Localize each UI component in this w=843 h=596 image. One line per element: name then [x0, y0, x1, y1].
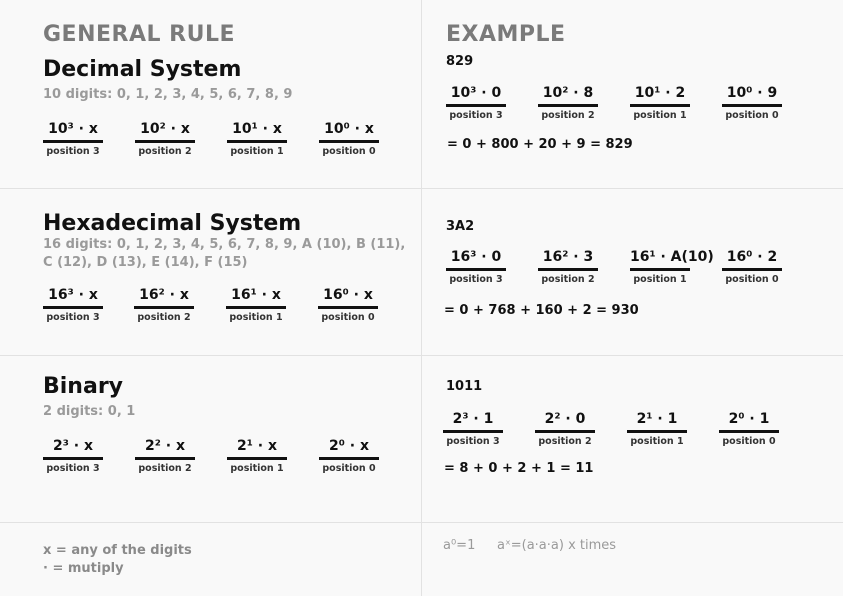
position-label: position 0 [725, 110, 779, 121]
hex-result: = 0 + 768 + 160 + 2 = 930 [444, 303, 639, 318]
binary-example-cell-2 [627, 408, 687, 447]
hex-example-cell-1 [538, 246, 598, 285]
position-underline [43, 306, 103, 309]
position-label: position 2 [138, 463, 192, 474]
binary-rule-cell-2 [227, 435, 287, 474]
power-expression: 10⁰ · x [324, 121, 374, 137]
position-label: position 0 [322, 146, 376, 157]
position-label: position 1 [633, 274, 687, 285]
hex-example-cell-3 [722, 246, 782, 285]
position-label: position 2 [137, 312, 191, 323]
position-label: position 0 [321, 312, 375, 323]
power-expression: 16¹ · x [231, 287, 281, 303]
position-label: position 1 [630, 436, 684, 447]
power-expression: 2⁰ · x [329, 438, 369, 454]
power-expression: 16³ · x [48, 287, 98, 303]
power-expression: 2³ · x [53, 438, 93, 454]
position-label: position 3 [446, 436, 500, 447]
decimal-title: Decimal System [43, 57, 242, 82]
position-underline [630, 268, 690, 271]
legend-dot: · = mutiply [43, 561, 124, 576]
position-underline [43, 140, 103, 143]
position-underline [135, 140, 195, 143]
position-label: position 3 [46, 312, 100, 323]
hex-digits-line1: 16 digits: 0, 1, 2, 3, 4, 5, 6, 7, 8, 9, A (10), B (11), [43, 237, 406, 252]
binary-rule-cell-1 [135, 435, 195, 474]
position-underline [719, 430, 779, 433]
decimal-result: = 0 + 800 + 20 + 9 = 829 [447, 137, 633, 152]
legend-x: x = any of the digits [43, 543, 192, 558]
note-power-definition: aˣ=(a·a·a) x times [497, 538, 617, 553]
decimal-rule-cell-1 [135, 118, 195, 157]
position-label: position 0 [722, 436, 776, 447]
position-underline [318, 306, 378, 309]
general-rule-heading: GENERAL RULE [43, 22, 236, 47]
hex-rule-cell-1 [134, 284, 194, 323]
row-divider-3 [0, 522, 843, 523]
decimal-example-cell-3 [722, 82, 782, 121]
position-underline [135, 457, 195, 460]
decimal-example-cell-2 [630, 82, 690, 121]
binary-example-cell-1 [535, 408, 595, 447]
power-expression: 10¹ · x [232, 121, 282, 137]
binary-rule-cell-3 [319, 435, 379, 474]
example-heading: EXAMPLE [446, 22, 566, 47]
binary-example-number: 1011 [446, 379, 483, 394]
row-divider-2 [0, 355, 843, 356]
position-label: position 0 [322, 463, 376, 474]
power-expression: 10² · x [140, 121, 190, 137]
decimal-example-cell-1 [538, 82, 598, 121]
note-zero-power: a⁰=1 [443, 538, 476, 553]
position-underline [226, 306, 286, 309]
hex-rule-cell-3 [318, 284, 378, 323]
position-underline [538, 104, 598, 107]
position-underline [535, 430, 595, 433]
power-expression: 2⁰ · 1 [728, 411, 770, 427]
column-divider [421, 0, 422, 596]
hex-rule-cell-2 [226, 284, 286, 323]
power-expression: 10³ · x [48, 121, 98, 137]
position-label: position 2 [138, 146, 192, 157]
hex-example-number: 3A2 [446, 219, 475, 234]
decimal-digits: 10 digits: 0, 1, 2, 3, 4, 5, 6, 7, 8, 9 [43, 87, 293, 102]
position-underline [538, 268, 598, 271]
hex-title: Hexadecimal System [43, 211, 302, 236]
position-underline [627, 430, 687, 433]
power-expression: 16³ · 0 [450, 249, 502, 265]
decimal-rule-cell-3 [319, 118, 379, 157]
power-expression: 10¹ · 2 [634, 85, 686, 101]
position-label: position 3 [449, 110, 503, 121]
hex-example-cell-0 [446, 246, 506, 285]
position-underline [227, 140, 287, 143]
position-underline [319, 457, 379, 460]
row-divider-1 [0, 188, 843, 189]
position-label: position 2 [538, 436, 592, 447]
binary-rule-cell-0 [43, 435, 103, 474]
position-underline [722, 268, 782, 271]
hex-digits-line2: C (12), D (13), E (14), F (15) [43, 255, 248, 270]
position-underline [134, 306, 194, 309]
power-expression: 16¹ · A(10) [630, 249, 714, 265]
decimal-rule-cell-0 [43, 118, 103, 157]
position-underline [227, 457, 287, 460]
power-expression: 16⁰ · x [323, 287, 373, 303]
power-expression: 16⁰ · 2 [726, 249, 778, 265]
position-label: position 2 [541, 110, 595, 121]
power-expression: 2³ · 1 [452, 411, 494, 427]
position-label: position 2 [541, 274, 595, 285]
power-expression: 16² · x [139, 287, 189, 303]
position-label: position 0 [725, 274, 779, 285]
position-underline [722, 104, 782, 107]
power-expression: 10³ · 0 [450, 85, 502, 101]
power-expression: 2¹ · 1 [636, 411, 678, 427]
binary-title: Binary [43, 374, 124, 399]
position-underline [43, 457, 103, 460]
power-expression: 2² · x [145, 438, 185, 454]
binary-result: = 8 + 0 + 2 + 1 = 11 [444, 461, 594, 476]
position-underline [319, 140, 379, 143]
position-label: position 1 [230, 463, 284, 474]
power-expression: 10⁰ · 9 [726, 85, 778, 101]
position-underline [446, 268, 506, 271]
position-label: position 1 [633, 110, 687, 121]
decimal-example-number: 829 [446, 54, 474, 69]
binary-digits: 2 digits: 0, 1 [43, 404, 136, 419]
decimal-example-cell-0 [446, 82, 506, 121]
position-label: position 3 [46, 146, 100, 157]
position-underline [630, 104, 690, 107]
position-label: position 1 [230, 146, 284, 157]
power-expression: 16² · 3 [542, 249, 594, 265]
hex-example-cell-2 [630, 246, 714, 285]
position-underline [446, 104, 506, 107]
binary-example-cell-0 [443, 408, 503, 447]
position-label: position 1 [229, 312, 283, 323]
power-expression: 2² · 0 [544, 411, 586, 427]
position-label: position 3 [449, 274, 503, 285]
position-label: position 3 [46, 463, 100, 474]
hex-rule-cell-0 [43, 284, 103, 323]
binary-example-cell-3 [719, 408, 779, 447]
power-expression: 2¹ · x [237, 438, 277, 454]
power-expression: 10² · 8 [542, 85, 594, 101]
decimal-rule-cell-2 [227, 118, 287, 157]
position-underline [443, 430, 503, 433]
